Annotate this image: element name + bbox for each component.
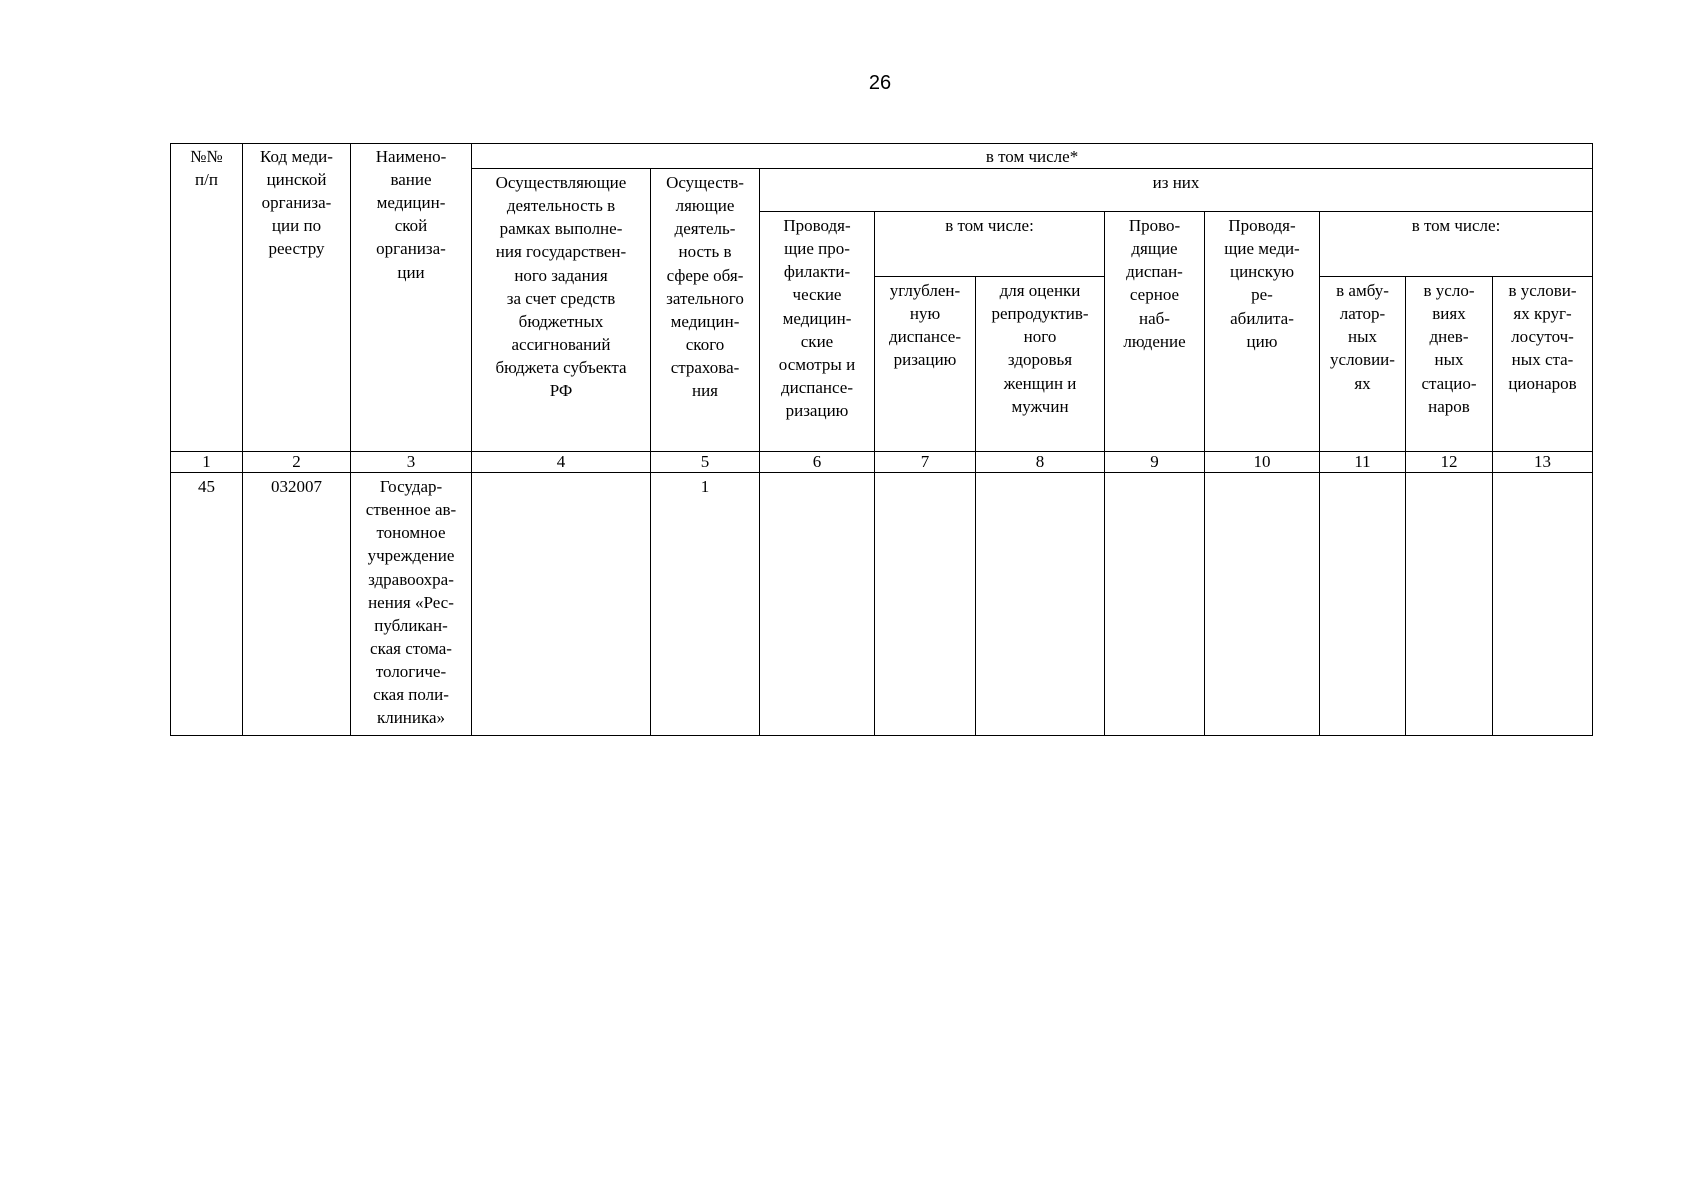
cell-state-task	[472, 473, 651, 736]
cell-dispensary	[1105, 473, 1205, 736]
column-number: 1	[171, 452, 243, 473]
column-number: 11	[1320, 452, 1406, 473]
column-number: 2	[243, 452, 351, 473]
column-number: 7	[875, 452, 976, 473]
column-number: 10	[1205, 452, 1320, 473]
header-outpatient: в амбу- латор- ных условии- ях	[1320, 277, 1406, 452]
header-prophylactic: Проводя- щие про- филакти- ческие медицин- ские осмотры и диспансе- ризацию	[760, 212, 875, 452]
cell-day-hospital	[1406, 473, 1493, 736]
header-group-main: в том числе*	[472, 144, 1593, 169]
cell-num: 45	[171, 473, 243, 736]
column-number: 12	[1406, 452, 1493, 473]
page-number: 26	[868, 72, 892, 94]
cell-deep-dispensarization	[875, 473, 976, 736]
cell-outpatient	[1320, 473, 1406, 736]
header-group-v-tom-chisle-2: в том числе:	[1320, 212, 1593, 277]
column-number: 13	[1493, 452, 1593, 473]
header-oms: Осуществ- ляющие деятель- ность в сфере обя- зательного медицин- ского страхова- ния	[651, 169, 760, 452]
column-number: 3	[351, 452, 472, 473]
header-round-the-clock: в услови- ях круг- лосуточ- ных ста- ционаров	[1493, 277, 1593, 452]
cell-round-the-clock	[1493, 473, 1593, 736]
header-code: Код меди- цинской организа- ции по реестру	[243, 144, 351, 452]
header-day-hospital: в усло- виях днев- ных стацио- наров	[1406, 277, 1493, 452]
header-group-iz-nih: из них	[760, 169, 1593, 212]
header-deep-dispensarization: углублен- ную диспансе- ризацию	[875, 277, 976, 452]
column-number: 4	[472, 452, 651, 473]
header-row-1	[171, 144, 1593, 169]
column-number: 9	[1105, 452, 1205, 473]
header-reproductive-health: для оценки репродуктив- ного здоровья женщин и мужчин	[976, 277, 1105, 452]
cell-reproductive-health	[976, 473, 1105, 736]
column-number: 5	[651, 452, 760, 473]
column-number: 8	[976, 452, 1105, 473]
cell-prophylactic	[760, 473, 875, 736]
header-rehabilitation: Проводя- щие меди- цинскую ре- абилита- цию	[1205, 212, 1320, 452]
header-name: Наимено- вание медицин- ской организа- ции	[351, 144, 472, 452]
header-num: №№ п/п	[171, 144, 243, 452]
organizations-table	[170, 143, 1593, 736]
header-group-v-tom-chisle-1: в том числе:	[875, 212, 1105, 277]
column-number: 6	[760, 452, 875, 473]
cell-rehabilitation	[1205, 473, 1320, 736]
column-numbers-row	[171, 452, 1593, 473]
cell-oms: 1	[651, 473, 760, 736]
cell-name: Государ- ственное ав- тономное учреждение здравоохра- нения «Рес- публикан- ская стома- тологиче- ская поли- клиника»	[351, 473, 472, 736]
header-state-task: Осуществляющие деятельность в рамках выполне- ния государствен- ного задания за счет средств бюджетных ассигнований бюджета субъекта РФ	[472, 169, 651, 452]
header-dispensary: Прово- дящие диспан- серное наб- людение	[1105, 212, 1205, 452]
cell-code: 032007	[243, 473, 351, 736]
table-row	[171, 473, 1593, 736]
